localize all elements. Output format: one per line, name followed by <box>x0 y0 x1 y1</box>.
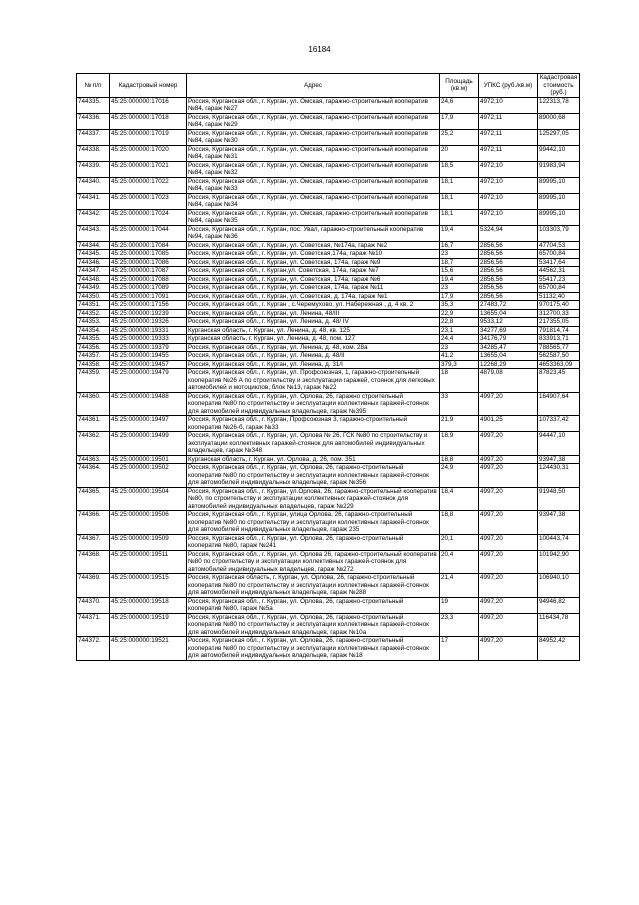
upks-cell: 4997,20 <box>479 392 538 416</box>
row-number-cell: 744359. <box>77 369 110 393</box>
row-number-cell: 744362. <box>77 432 110 456</box>
row-number-cell: 744345. <box>77 250 110 259</box>
address-cell: Россия, Курганская обл., г. Курган, Профсоюзная 3, гаражно-строительный кооператив №26-б, гараж №33 <box>187 416 440 432</box>
cadastral-value-cell: 107337,42 <box>538 416 580 432</box>
upks-cell: 13655,04 <box>479 352 538 361</box>
upks-cell: 9533,12 <box>479 318 538 327</box>
cadastral-value-cell: 101942,90 <box>538 550 580 574</box>
table-row <box>77 258 580 267</box>
upks-cell: 13655,04 <box>479 309 538 318</box>
upks-cell: 2856,56 <box>479 275 538 284</box>
cadastral-number-cell: 45:25:000000:17024 <box>110 209 187 225</box>
address-cell: Курганская область, г. Курган, ул. Ленина, д. 48, пом. 127 <box>187 335 440 344</box>
area-cell: 21,9 <box>440 416 479 432</box>
upks-cell: 4997,20 <box>479 534 538 550</box>
area-cell: 18,5 <box>440 161 479 177</box>
address-cell: Россия, Курганская обл., г. Курган, ул. Советская, 174а, гараж №11 <box>187 284 440 293</box>
upks-cell: 4997,20 <box>479 432 538 456</box>
header-number: № п/п <box>77 74 110 98</box>
cadastral-value-cell: 53417,64 <box>538 258 580 267</box>
cadastral-value-cell: 91948,50 <box>538 487 580 511</box>
table-row <box>77 284 580 293</box>
address-cell: Россия, Курганская обл., г. Курган, ул. Омская, гаражно-строительный кооператив №84, гараж №34 <box>187 193 440 209</box>
upks-cell: 34176,79 <box>479 335 538 344</box>
table-row <box>77 464 580 488</box>
table-row <box>77 613 580 637</box>
cadastral-value-cell: 791814,74 <box>538 326 580 335</box>
area-cell: 20,1 <box>440 534 479 550</box>
table-row <box>77 637 580 661</box>
cadastral-value-cell: 125297,05 <box>538 129 580 145</box>
cadastral-number-cell: 45:25:000000:19511 <box>110 550 187 574</box>
upks-cell: 2856,56 <box>479 267 538 276</box>
cadastral-number-cell: 45:25:000000:19497 <box>110 416 187 432</box>
address-cell: Россия, Курганская обл., г. Курган, ул. Омская, гаражно-строительный кооператив №84, гараж №31 <box>187 145 440 161</box>
area-cell: 19,4 <box>440 225 479 241</box>
table-row <box>77 487 580 511</box>
address-cell: Россия, Курганская обл., г. Курган, ул. Омская, гаражно-строительный кооператив №84, гараж №30 <box>187 129 440 145</box>
row-number-cell: 744336. <box>77 113 110 129</box>
address-cell: Россия, Курганская обл., г. Курган, ул. Советская, 174а, гараж №9 <box>187 258 440 267</box>
cadastral-number-cell: 45:25:000000:17018 <box>110 113 187 129</box>
upks-cell: 4972,10 <box>479 97 538 113</box>
area-cell: 18,7 <box>440 258 479 267</box>
cadastral-value-cell: 44562,31 <box>538 267 580 276</box>
cadastral-number-cell: 45:25:000000:19326 <box>110 318 187 327</box>
address-cell: Россия, Курганская обл., г. Курган, ул. Ленина, д. 48, ком. 28а <box>187 343 440 352</box>
table-row <box>77 161 580 177</box>
table-row <box>77 597 580 613</box>
cadastral-number-cell: 45:25:000000:17023 <box>110 193 187 209</box>
cadastral-number-cell: 45:25:000000:19333 <box>110 335 187 344</box>
table-row <box>77 177 580 193</box>
area-cell: 24,6 <box>440 97 479 113</box>
table-row <box>77 550 580 574</box>
cadastral-value-cell: 84952,42 <box>538 637 580 661</box>
cadastral-number-cell: 45:25:000000:17086 <box>110 258 187 267</box>
area-cell: 18,1 <box>440 177 479 193</box>
cadastral-value-cell: 65700,84 <box>538 250 580 259</box>
address-cell: Россия, Курганская обл., г. Курган, улица Орлова, 26, гаражно-строительный кооператив №80 по строительству и эксплуатации коллективных гаражей-стоянок для автомобилей индивидуальных владельцев, гараж 235 <box>187 511 440 535</box>
row-number-cell: 744355. <box>77 335 110 344</box>
cadastral-value-cell: 89995,10 <box>538 177 580 193</box>
area-cell: 33 <box>440 392 479 416</box>
cadastral-value-cell: 562587,50 <box>538 352 580 361</box>
cadastral-number-cell: 45:25:000000:19518 <box>110 597 187 613</box>
address-cell: Россия, Курганская обл., г. Курган, ул. Орлова, 26, гаражно-строительный кооператив №80, гараж №241 <box>187 534 440 550</box>
table-row <box>77 292 580 301</box>
cadastral-number-cell: 45:25:000000:19509 <box>110 534 187 550</box>
upks-cell: 4997,20 <box>479 464 538 488</box>
row-number-cell: 744368. <box>77 550 110 574</box>
cadastral-number-cell: 45:25:000000:17022 <box>110 177 187 193</box>
area-cell: 18,1 <box>440 193 479 209</box>
area-cell: 379,3 <box>440 360 479 369</box>
upks-cell: 4997,20 <box>479 511 538 535</box>
cadastral-number-cell: 45:25:000000:19239 <box>110 309 187 318</box>
cadastral-number-cell: 45:25:000000:17021 <box>110 161 187 177</box>
table-row <box>77 145 580 161</box>
cadastral-value-cell: 91983,94 <box>538 161 580 177</box>
upks-cell: 4901,25 <box>479 416 538 432</box>
address-cell: Россия, Курганская обл., г. Курган, ул. Омская, гаражно-строительный кооператив №84, гараж №29 <box>187 113 440 129</box>
upks-cell: 34277,69 <box>479 326 538 335</box>
upks-cell: 2856,56 <box>479 284 538 293</box>
address-cell: Россия, Курганская обл., г. Курган, ул.Орлова, 26, гаражно-строительный кооператив №80, по строительству и эксплуатации коллективных гаражей-стоянок для автомобилей индивидуальных владельцев, гараж №229 <box>187 487 440 511</box>
address-cell: Россия, Курганская обл., г. Курган, ул. Орлова 26, гаражно-строительный кооператив №80 по строительству и эксплуатации коллективных гаражей-стоянок для автомобилей индивидуальных владельцев, гараж №272 <box>187 550 440 574</box>
row-number-cell: 744344. <box>77 241 110 250</box>
row-number-cell: 744346. <box>77 258 110 267</box>
row-number-cell: 744372. <box>77 637 110 661</box>
cadastral-value-cell: 124430,31 <box>538 464 580 488</box>
cadastral-number-cell: 45:25:000000:17084 <box>110 241 187 250</box>
cadastral-value-cell: 788565,77 <box>538 343 580 352</box>
row-number-cell: 744348. <box>77 275 110 284</box>
upks-cell: 4972,11 <box>479 145 538 161</box>
table-row <box>77 193 580 209</box>
header-cadastral-number: Кадастровый номер <box>110 74 187 98</box>
upks-cell: 2856,56 <box>479 292 538 301</box>
table-row <box>77 225 580 241</box>
area-cell: 18,8 <box>440 511 479 535</box>
address-cell: Курганская область, г. Курган, ул. Орлова, д. 26, пом. 351 <box>187 455 440 464</box>
cadastral-value-cell: 116434,78 <box>538 613 580 637</box>
table-row <box>77 301 580 310</box>
upks-cell: 4972,10 <box>479 193 538 209</box>
row-number-cell: 744369. <box>77 574 110 598</box>
table-row <box>77 318 580 327</box>
cadastral-number-cell: 45:25:000000:19504 <box>110 487 187 511</box>
cadastral-value-cell: 89000,68 <box>538 113 580 129</box>
area-cell: 24,9 <box>440 464 479 488</box>
cadastral-value-cell: 89995,10 <box>538 209 580 225</box>
table-row <box>77 360 580 369</box>
area-cell: 19 <box>440 597 479 613</box>
address-cell: Россия, Курганская обл., г. Курган,ул. Советская, 174а, гараж №7 <box>187 267 440 276</box>
cadastral-number-cell: 45:25:000000:19488 <box>110 392 187 416</box>
cadastral-value-cell: 970175,40 <box>538 301 580 310</box>
cadastral-value-cell: 106940,10 <box>538 574 580 598</box>
area-cell: 16,7 <box>440 241 479 250</box>
cadastral-number-cell: 45:25:000000:17088 <box>110 275 187 284</box>
table-row <box>77 352 580 361</box>
upks-cell: 4997,20 <box>479 550 538 574</box>
cadastral-value-cell: 100443,74 <box>538 534 580 550</box>
upks-cell: 4997,20 <box>479 487 538 511</box>
address-cell: Россия, Курганская обл., г. Курган, пос. Увал, гаражно-строительный кооператив №94, гараж №36 <box>187 225 440 241</box>
header-area: Площадь (кв.м) <box>440 74 479 98</box>
cadastral-value-cell: 217355,05 <box>538 318 580 327</box>
area-cell: 17,9 <box>440 292 479 301</box>
row-number-cell: 744343. <box>77 225 110 241</box>
upks-cell: 4972,11 <box>479 129 538 145</box>
address-cell: Россия, Курганская обл., г. Курган, ул. Омская, гаражно-строительный кооператив №84, гараж №27 <box>187 97 440 113</box>
area-cell: 17 <box>440 637 479 661</box>
address-cell: Россия, Курганская обл., г. Курган, ул. Омская, гаражно-строительный кооператив №84, гараж №33 <box>187 177 440 193</box>
address-cell: Россия, Курганская обл., г. Курган, ул. Орлова, 26, гаражно-строительный кооператив №80, гараж №5а <box>187 597 440 613</box>
cadastral-number-cell: 45:25:000000:17091 <box>110 292 187 301</box>
address-cell: Курганская область, г. Курган, ул. Ленина, д. 48, кв. 125 <box>187 326 440 335</box>
area-cell: 35,3 <box>440 301 479 310</box>
header-upks: УПКС (руб./кв.м) <box>479 74 538 98</box>
cadastral-number-cell: 45:25:000000:19457 <box>110 360 187 369</box>
upks-cell: 4972,11 <box>479 113 538 129</box>
upks-cell: 34285,47 <box>479 343 538 352</box>
address-cell: Россия, Курганская обл., г. Курган, ул. Профсоюзная, 1, гаражно-строительный кооператив №26 А по строительству и эксплуатации гаражей, стоянок для легковых автомобилей и мотоциклов, блок №13, гараж №22 <box>187 369 440 393</box>
upks-cell: 2856,56 <box>479 258 538 267</box>
address-cell: Россия, Курганская обл., г. Курган, ул. Орлова, 26, гаражно-строительный кооператив №80 по строительству и эксплуатации коллективных гаражей-стоянок для автомобилей индивидуальных владельцев, гараж №10а <box>187 613 440 637</box>
address-cell: Россия, Курганская обл., г. Курган, ул. Орлова, 26, гаражно строительный кооператив №80 по строительству и эксплуатации коллективных гаражей-стоянок для автомобилей индивидуальных владельцев, гараж №395 <box>187 392 440 416</box>
area-cell: 20 <box>440 145 479 161</box>
cadastral-number-cell: 45:25:000000:19501 <box>110 455 187 464</box>
cadastral-number-cell: 45:25:000000:19506 <box>110 511 187 535</box>
cadastral-number-cell: 45:25:000000:17020 <box>110 145 187 161</box>
table-row <box>77 275 580 284</box>
row-number-cell: 744366. <box>77 511 110 535</box>
row-number-cell: 744349. <box>77 284 110 293</box>
cadastral-value-cell: 93947,38 <box>538 455 580 464</box>
row-number-cell: 744337. <box>77 129 110 145</box>
cadastral-value-cell: 833913,71 <box>538 335 580 344</box>
row-number-cell: 744358. <box>77 360 110 369</box>
upks-cell: 4972,10 <box>479 161 538 177</box>
area-cell: 21,4 <box>440 574 479 598</box>
row-number-cell: 744350. <box>77 292 110 301</box>
row-number-cell: 744371. <box>77 613 110 637</box>
cadastral-number-cell: 45:25:000000:17089 <box>110 284 187 293</box>
area-cell: 41,2 <box>440 352 479 361</box>
row-number-cell: 744341. <box>77 193 110 209</box>
cadastral-value-cell: 89995,10 <box>538 193 580 209</box>
cadastral-value-cell: 94946,82 <box>538 597 580 613</box>
upks-cell: 4997,20 <box>479 613 538 637</box>
row-number-cell: 744361. <box>77 416 110 432</box>
upks-cell: 4972,10 <box>479 209 538 225</box>
table-row <box>77 267 580 276</box>
area-cell: 23 <box>440 284 479 293</box>
cadastral-number-cell: 45:25:000000:17016 <box>110 97 187 113</box>
table-row <box>77 534 580 550</box>
cadastral-number-cell: 45:25:000000:19502 <box>110 464 187 488</box>
table-row <box>77 392 580 416</box>
row-number-cell: 744370. <box>77 597 110 613</box>
cadastral-number-cell: 45:25:000000:19515 <box>110 574 187 598</box>
table-row <box>77 209 580 225</box>
upks-cell: 2856,56 <box>479 241 538 250</box>
row-number-cell: 744339. <box>77 161 110 177</box>
header-cadastral-value: Кадастровая стоимость (руб.) <box>538 74 580 98</box>
row-number-cell: 744367. <box>77 534 110 550</box>
cadastral-number-cell: 45:25:000000:17087 <box>110 267 187 276</box>
cadastral-value-cell: 65700,84 <box>538 284 580 293</box>
table-row <box>77 335 580 344</box>
cadastral-number-cell: 45:25:000000:19519 <box>110 613 187 637</box>
table-row <box>77 97 580 113</box>
address-cell: Россия, Курганская обл., г. Курган, ул. Советская, 174а, гараж №6 <box>187 275 440 284</box>
area-cell: 23 <box>440 250 479 259</box>
table-row <box>77 432 580 456</box>
area-cell: 24,4 <box>440 335 479 344</box>
cadastral-table <box>76 73 580 661</box>
area-cell: 17,9 <box>440 113 479 129</box>
area-cell: 22,9 <box>440 309 479 318</box>
cadastral-number-cell: 45:25:000000:17085 <box>110 250 187 259</box>
cadastral-value-cell: 87823,45 <box>538 369 580 393</box>
table-row <box>77 113 580 129</box>
cadastral-value-cell: 47704,53 <box>538 241 580 250</box>
area-cell: 18 <box>440 369 479 393</box>
upks-cell: 4997,20 <box>479 637 538 661</box>
table-row <box>77 129 580 145</box>
cadastral-value-cell: 103303,79 <box>538 225 580 241</box>
row-number-cell: 744351. <box>77 301 110 310</box>
cadastral-number-cell: 45:25:000000:17156 <box>110 301 187 310</box>
cadastral-number-cell: 45:25:000000:17019 <box>110 129 187 145</box>
area-cell: 19,4 <box>440 275 479 284</box>
address-cell: Россия, Курганская обл., г. Курган, ул. Ленина, д. 31/I <box>187 360 440 369</box>
header-address: Адрес <box>187 74 440 98</box>
table-row <box>77 309 580 318</box>
address-cell: Россия, Курганская обл., г. Курган, ул. Орлова № 26, ГСК №80 по строительству и эксплуатации коллективных гаражей-стоянок для автомобилей индивидуальных владельцев, гараж №348 <box>187 432 440 456</box>
row-number-cell: 744352. <box>77 309 110 318</box>
row-number-cell: 744364. <box>77 464 110 488</box>
cadastral-number-cell: 45:25:000000:19379 <box>110 343 187 352</box>
area-cell: 18,9 <box>440 432 479 456</box>
area-cell: 22,8 <box>440 318 479 327</box>
table-row <box>77 416 580 432</box>
row-number-cell: 744342. <box>77 209 110 225</box>
address-cell: Россия, Курганская обл., г. Курган, ул. Ленина, д. 48/ IV <box>187 318 440 327</box>
row-number-cell: 744340. <box>77 177 110 193</box>
row-number-cell: 744347. <box>77 267 110 276</box>
cadastral-value-cell: 164907,64 <box>538 392 580 416</box>
row-number-cell: 744338. <box>77 145 110 161</box>
table-row <box>77 250 580 259</box>
row-number-cell: 744365. <box>77 487 110 511</box>
row-number-cell: 744354. <box>77 326 110 335</box>
area-cell: 23,1 <box>440 326 479 335</box>
area-cell: 18,8 <box>440 455 479 464</box>
address-cell: Россия, Курганская обл., г. Курган, ул. Советская, №174а, гараж №2 <box>187 241 440 250</box>
address-cell: Россия, Курганская обл., г. Курган, ул. Омская, гаражно-строительный кооператив №84, гараж №35 <box>187 209 440 225</box>
table-row <box>77 369 580 393</box>
cadastral-value-cell: 312700,33 <box>538 309 580 318</box>
upks-cell: 27483,72 <box>479 301 538 310</box>
cadastral-number-cell: 45:25:000000:19331 <box>110 326 187 335</box>
upks-cell: 4879,08 <box>479 369 538 393</box>
cadastral-number-cell: 45:25:000000:17044 <box>110 225 187 241</box>
address-cell: Россия, Курганская обл., г. Курган, ул. Орлова, 26, гаражно-строительный кооператив №80 по строительству и эксплуатации коллективных гаражей-стоянок для автомобилей индивидуальных владельцев, гараж №18 <box>187 637 440 661</box>
upks-cell: 12268,29 <box>479 360 538 369</box>
cadastral-number-cell: 45:25:000000:19479 <box>110 369 187 393</box>
cadastral-value-cell: 94447,10 <box>538 432 580 456</box>
address-cell: Россия, Курганская область, г. Курган, ул. Орлова, 26, гаражно-строительный кооператив №80 по строительству и эксплуатации коллективных гаражей-стоянок для автомобилей индивидуальных владельцев, гараж №288 <box>187 574 440 598</box>
table-row <box>77 241 580 250</box>
area-cell: 23 <box>440 343 479 352</box>
upks-cell: 4997,20 <box>479 455 538 464</box>
address-cell: Россия, Курганская обл., г. Курган, ул. Омская, гаражно-строительный кооператив №84, гараж №32 <box>187 161 440 177</box>
area-cell: 18,4 <box>440 487 479 511</box>
cadastral-number-cell: 45:25:000000:19521 <box>110 637 187 661</box>
cadastral-value-cell: 122313,78 <box>538 97 580 113</box>
table-row <box>77 326 580 335</box>
row-number-cell: 744357. <box>77 352 110 361</box>
cadastral-value-cell: 99442,10 <box>538 145 580 161</box>
row-number-cell: 744363. <box>77 455 110 464</box>
area-cell: 15,6 <box>440 267 479 276</box>
address-cell: Россия, Курганская обл., г. Курган, ул. Советская, д. 174а, гараж №1 <box>187 292 440 301</box>
area-cell: 23,3 <box>440 613 479 637</box>
table-row <box>77 455 580 464</box>
page-number: 16184 <box>308 45 331 54</box>
area-cell: 20,4 <box>440 550 479 574</box>
address-cell: Россия, Курганская обл., г. Курган, ул. Советская,174а, гараж №10 <box>187 250 440 259</box>
address-cell: Россия, Курганская обл., г. Курган , с.Черемухово, ул. Набережная , д. 4 кв. 2 <box>187 301 440 310</box>
cadastral-number-cell: 45:25:000000:19455 <box>110 352 187 361</box>
table-row <box>77 511 580 535</box>
cadastral-value-cell: 55417,23 <box>538 275 580 284</box>
row-number-cell: 744335. <box>77 97 110 113</box>
area-cell: 25,2 <box>440 129 479 145</box>
cadastral-number-cell: 45:25:000000:19499 <box>110 432 187 456</box>
table-header-row <box>77 74 580 98</box>
upks-cell: 4997,20 <box>479 574 538 598</box>
table-row <box>77 343 580 352</box>
address-cell: Россия, Курганская обл., г. Курган, ул. Ленина, 48/III <box>187 309 440 318</box>
cadastral-value-cell: 4653363,09 <box>538 360 580 369</box>
row-number-cell: 744356. <box>77 343 110 352</box>
address-cell: Россия, Курганская обл., г. Курган, ул. Орлова, 26, гаражно-строительный кооператив №80 по строительству и эксплуатации коллективных гаражей-стоянок для автомобилей индивидуальных владельцев, гараж №356 <box>187 464 440 488</box>
area-cell: 18,1 <box>440 209 479 225</box>
cadastral-value-cell: 93947,38 <box>538 511 580 535</box>
upks-cell: 4972,10 <box>479 177 538 193</box>
cadastral-value-cell: 51132,40 <box>538 292 580 301</box>
row-number-cell: 744360. <box>77 392 110 416</box>
upks-cell: 2856,56 <box>479 250 538 259</box>
upks-cell: 5324,94 <box>479 225 538 241</box>
row-number-cell: 744353. <box>77 318 110 327</box>
upks-cell: 4997,20 <box>479 597 538 613</box>
address-cell: Россия, Курганская обл., г. Курган, ул. Ленина, д. 48/II <box>187 352 440 361</box>
table-row <box>77 574 580 598</box>
